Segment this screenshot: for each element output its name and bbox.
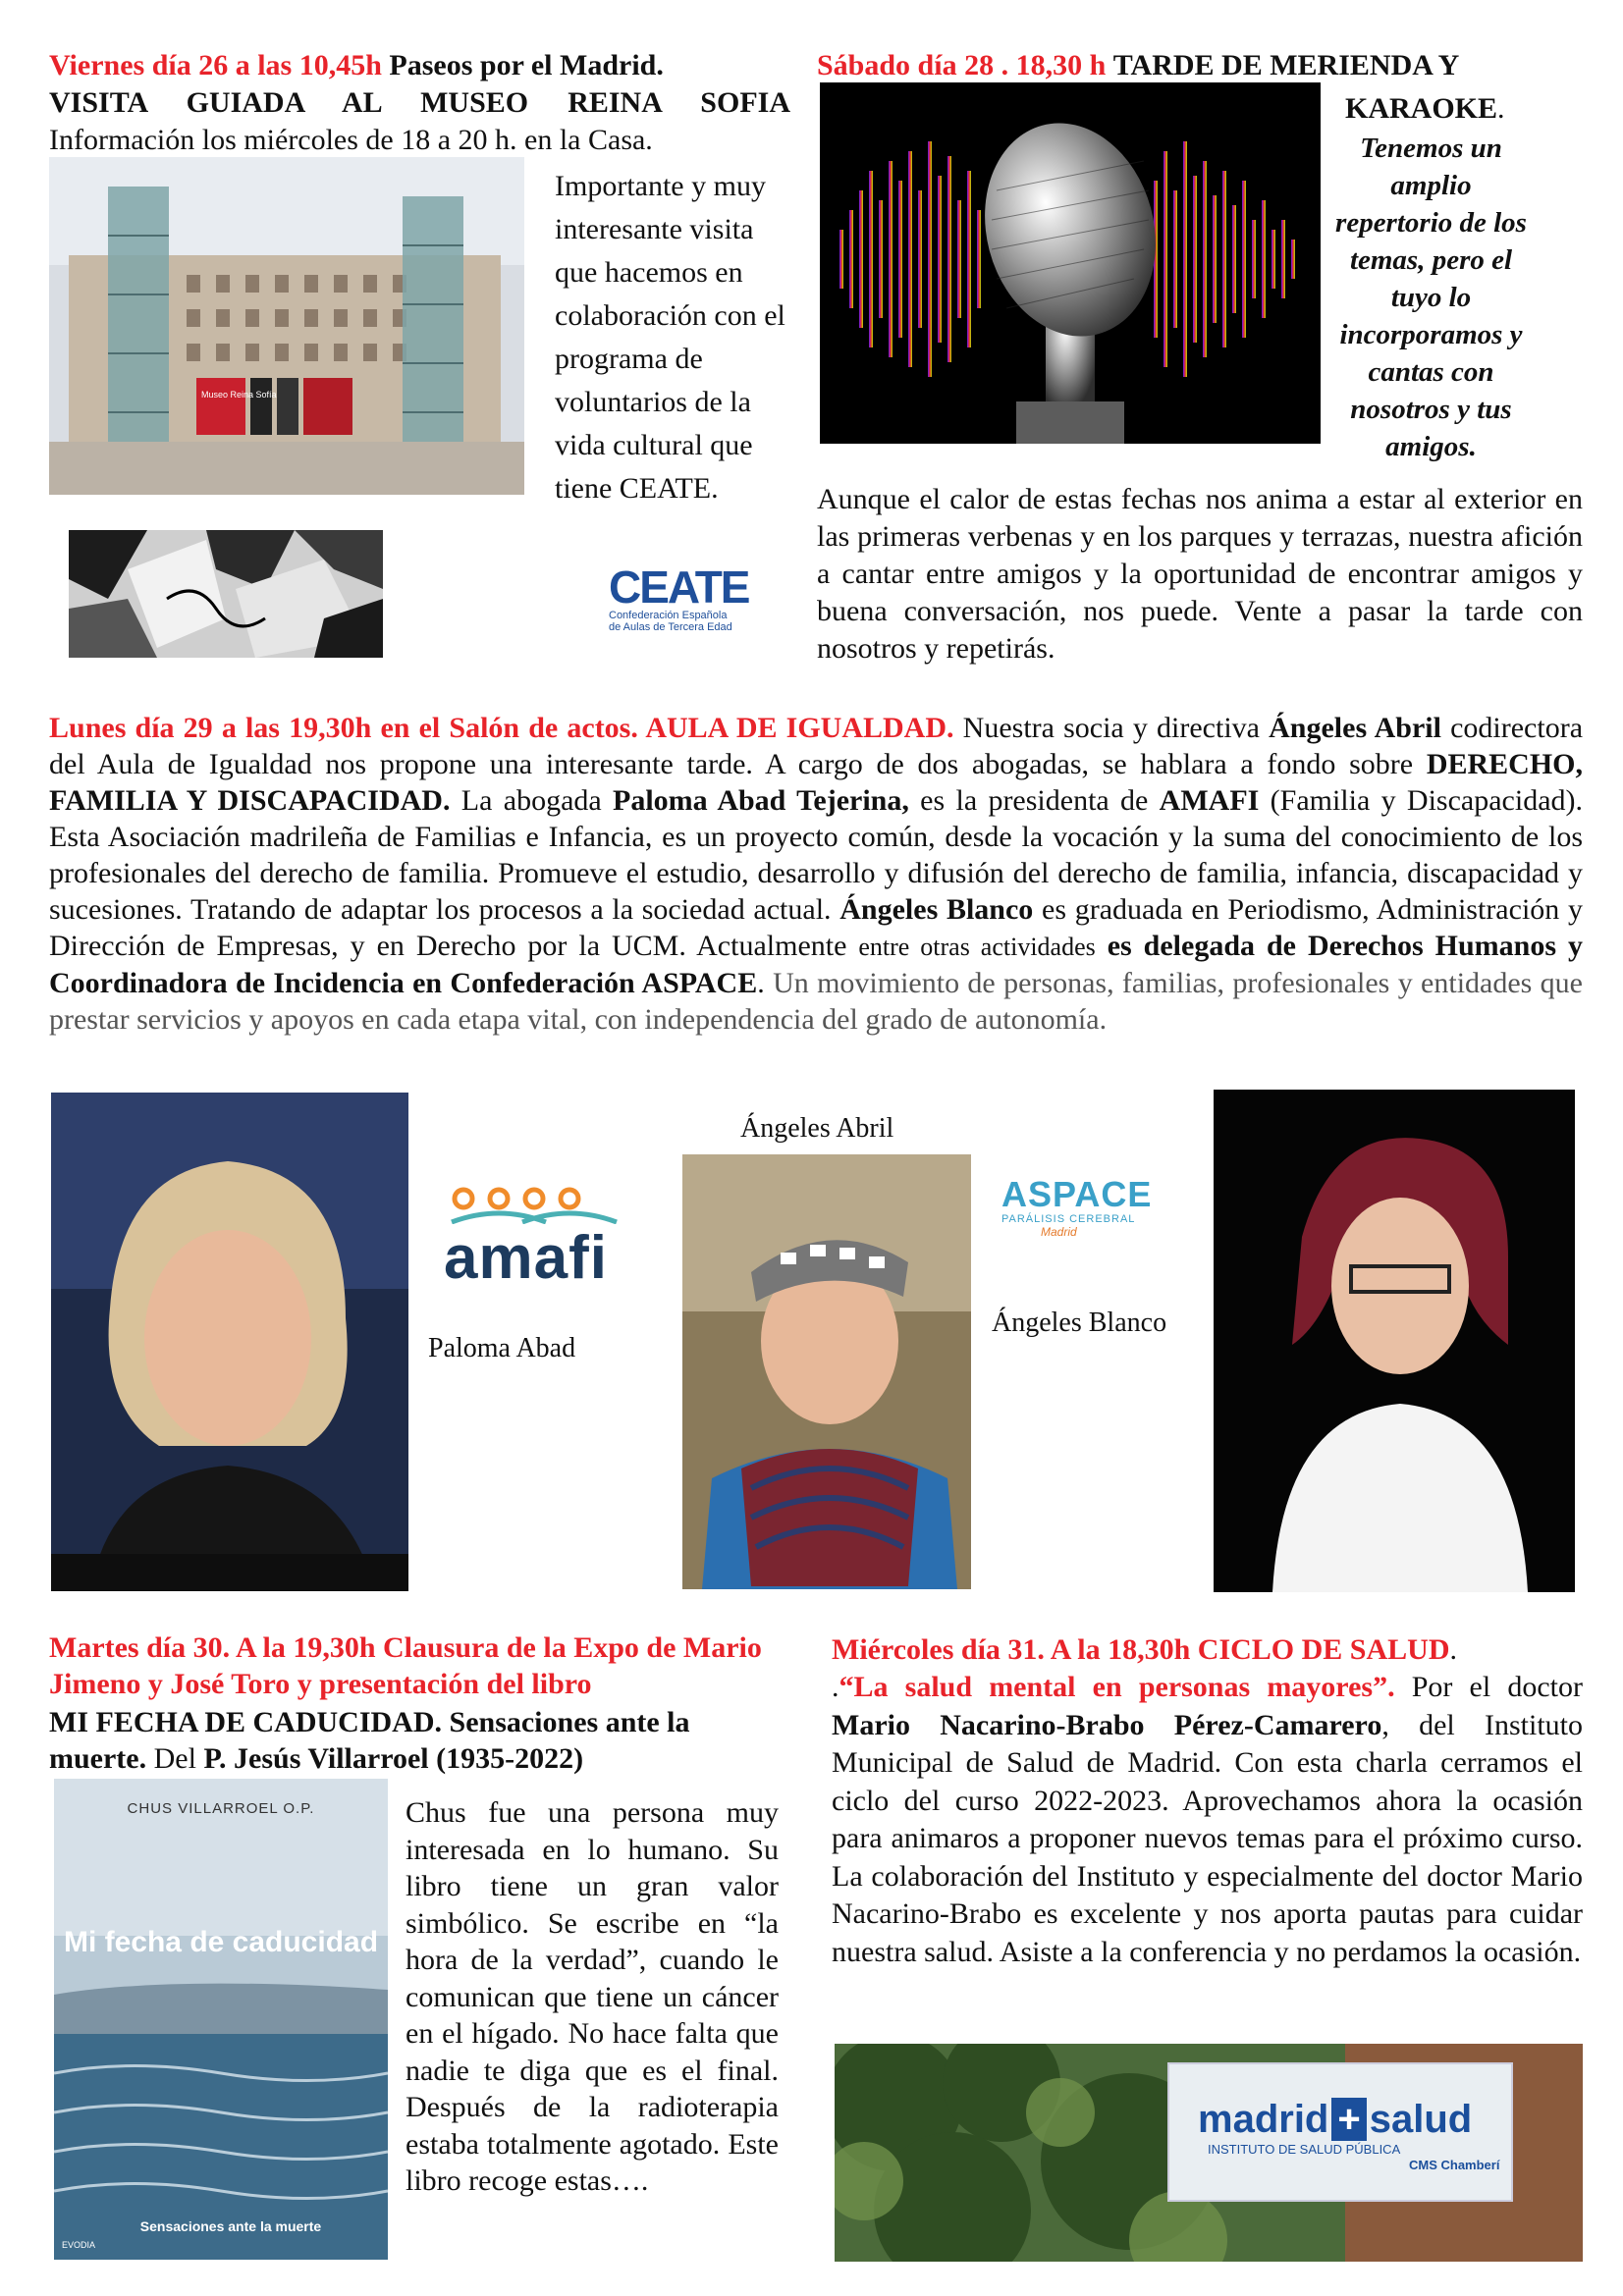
saturday-body: Aunque el calor de estas fechas nos anima a estar al exterior en las primeras verbenas y en los parques y terrazas, nuestra afición a cantar entre amigos y la oportunidad de encontrar amigos y buena conversación, nos puede. Vente a pasar la tarde con nosotros y repetirás. xyxy=(817,483,1583,665)
monday-topic: DERECHO, FAMILIA Y DISCAPACIDAD. xyxy=(49,748,1583,817)
ceate-logo-text: CEATE xyxy=(609,561,749,613)
wednesday-t2: , del Instituto Municipal de Salud de Madrid. Con esta charla cerramos el ciclo del curso 2022-2023. Aprovechamos ahora la ocasión para animaros a proponer nuevos temas para el próximo curso. La colaboración del Instituto y especialmente del doctor Mario Nacarino-Brabo es excelente y nos aporta pautas para cuidar nuestra salud. Asiste a la conferencia y no perdamos la ocasión. xyxy=(832,1708,1583,1968)
tuesday-del: Del xyxy=(146,1742,204,1775)
friday-title: VISITA GUIADA AL MUSEO REINA SOFIA xyxy=(49,86,790,119)
paloma-portrait-illustration xyxy=(51,1093,408,1591)
sign-text xyxy=(1198,2098,1472,2141)
monday-t4: es la presidenta de xyxy=(908,784,1160,817)
aspace-logo-text: ASPACE xyxy=(1001,1174,1153,1214)
friday-info: Información los miércoles de 18 a 20 h. en la Casa. xyxy=(49,124,653,156)
madrid-salud-photo xyxy=(835,2044,1583,2262)
tuesday-book-title: MI FECHA DE CADUCIDAD. Sensaciones ante la muerte. xyxy=(49,1706,690,1775)
saturday-date: Sábado día 28 . 18,30 h xyxy=(817,49,1107,81)
saturday-title-dot: . xyxy=(1497,92,1505,125)
microphone-illustration xyxy=(820,82,1321,444)
friday-date: Viernes día 26 a las 10,45h xyxy=(49,49,382,81)
monday-t7: . xyxy=(757,967,774,999)
blanco-portrait-illustration xyxy=(1214,1090,1575,1592)
amafi-people-icon xyxy=(444,1185,650,1224)
microphone-image xyxy=(820,82,1321,444)
caption-abril: Ángeles Abril xyxy=(740,1113,894,1144)
saturday-side-text: Tenemos un amplio repertorio de los temas, pero el tuyo lo incorporamos y cantas con nosotros y tus amigos. xyxy=(1335,133,1527,462)
friday-series: Paseos por el Madrid. xyxy=(389,49,664,81)
tuesday-head: Martes día 30. A la 19,30h Clausura de la Expo de Mario Jimeno y José Toro y presentación del libro xyxy=(49,1631,762,1700)
cover-subtitle: Sensaciones ante la muerte xyxy=(139,2218,322,2234)
aspace-logo xyxy=(1001,1176,1198,1239)
cover-publisher: EVODIA xyxy=(62,2240,96,2250)
saturday-header xyxy=(817,47,1583,84)
monday-t6: es graduada en Periodismo, Administración y Dirección de Empresas, y en Derecho por la UCM. Actualmente xyxy=(49,893,1583,962)
museum-photo xyxy=(49,157,524,495)
museum-building-illustration xyxy=(49,157,524,495)
cover-author: CHUS VILLARROEL O.P. xyxy=(127,1800,315,1817)
abril-portrait-illustration xyxy=(682,1154,971,1589)
angeles-abril-photo xyxy=(682,1154,971,1589)
aspace-logo-city: Madrid xyxy=(1041,1225,1077,1239)
wednesday-t1: Por el doctor xyxy=(1394,1671,1584,1703)
angeles-blanco-photo xyxy=(1214,1090,1575,1592)
monday-t8: Un movimiento de personas, familias, profesionales y entidades que prestar servicios y apoyos en cada etapa vital, con independencia del grado de autonomía. xyxy=(49,967,1584,1036)
saturday-title-a: TARDE DE MERIENDA Y xyxy=(1112,49,1460,81)
guernica-image xyxy=(69,530,383,658)
wednesday-date: Miércoles día 31. A la 18,30h CICLO DE SALUD xyxy=(832,1633,1450,1666)
wednesday-talk: “La salud mental en personas mayores”. xyxy=(839,1671,1395,1703)
monday-org-amafi: AMAFI xyxy=(1159,784,1260,817)
monday-date: Lunes día 29 a las 19,30h en el Salón de actos. AULA DE IGUALDAD. xyxy=(49,712,954,744)
guernica-illustration xyxy=(69,530,383,658)
paloma-abad-photo xyxy=(51,1093,408,1591)
ceate-logo xyxy=(609,561,749,633)
aspace-logo-sub: PARÁLISIS CEREBRAL xyxy=(1001,1213,1136,1225)
amafi-logo xyxy=(444,1185,650,1292)
monday-body xyxy=(49,710,1583,1038)
monday-name-abril: Ángeles Abril xyxy=(1269,712,1441,744)
monday-name-paloma: Paloma Abad Tejerina, xyxy=(613,784,909,817)
sign-salud: salud xyxy=(1369,2098,1473,2141)
poster-text: Museo Reina Sofía xyxy=(201,390,277,400)
wednesday-body xyxy=(832,1669,1583,1971)
amafi-logo-text: amafi xyxy=(444,1224,608,1292)
monday-t6-small: entre otras actividades xyxy=(858,933,1096,961)
book-cover xyxy=(54,1779,388,2260)
caption-blanco: Ángeles Blanco xyxy=(992,1308,1167,1338)
book-cover-illustration xyxy=(54,1779,388,2260)
ceate-logo-sub1: Confederación Española xyxy=(609,610,728,621)
wednesday-date-line xyxy=(832,1631,1583,1669)
friday-description: Importante y muy interesante visita que hacemos en colaboración con el programa de voluntarios de la vida cultural que tiene CEATE. xyxy=(555,170,785,505)
tuesday-book-line xyxy=(49,1704,776,1777)
sign-madrid: madrid xyxy=(1198,2098,1329,2141)
ceate-logo-sub2: de Aulas de Tercera Edad xyxy=(609,621,732,633)
monday-t1: Nuestra socia y directiva xyxy=(953,712,1270,744)
wednesday-lead: . xyxy=(832,1671,839,1703)
tuesday-author: P. Jesús Villarroel (1935-2022) xyxy=(203,1742,584,1775)
friday-header xyxy=(49,47,790,84)
monday-t2: codirectora del Aula de Igualdad nos propone una interesante tarde. A cargo de dos abogadas, se hablara a fondo sobre xyxy=(49,712,1584,780)
monday-role: es delegada de Derechos Humanos y Coordinadora de Incidencia en Confederación ASPACE xyxy=(49,930,1583,999)
monday-t3: La abogada xyxy=(450,784,614,817)
wednesday-date-dot: . xyxy=(1449,1633,1457,1666)
saturday-title-b: KARAOKE xyxy=(1345,92,1498,125)
monday-t5: (Familia y Discapacidad). Esta Asociación madrileña de Familias e Infancia, es un proyecto común, desde la vocación y la suma del conocimiento de los profesionales del derecho de familia. Promueve el estudio, desarrollo y difusión del derecho de familia, infancia, discapacidad y sucesiones. Tratando de adaptar los procesos a la sociedad actual. xyxy=(49,784,1583,926)
sign-plus: + xyxy=(1331,2098,1366,2141)
caption-paloma: Paloma Abad xyxy=(428,1333,576,1363)
wednesday-doctor: Mario Nacarino-Brabo Pérez-Camarero xyxy=(832,1708,1382,1741)
saturday-title-b-line xyxy=(1345,90,1505,128)
tuesday-text: Chus fue una persona muy interesada en lo humano. Su libro tiene un gran valor simbólico. Se escribe en “la hora de la verdad”, cuando le comunican que tiene un cáncer en el hígado. No hace falta que nadie te diga que es el final. Después de la radioterapia estaba totalmente agotado. Este libro recoge estas…. xyxy=(406,1796,779,2197)
monday-name-blanco: Ángeles Blanco xyxy=(839,893,1034,926)
cover-title: Mi fecha de caducidad xyxy=(63,1926,379,1958)
sign-cms: CMS Chamberí xyxy=(1409,2158,1500,2172)
sign-institute: INSTITUTO DE SALUD PÚBLICA xyxy=(1208,2142,1401,2157)
